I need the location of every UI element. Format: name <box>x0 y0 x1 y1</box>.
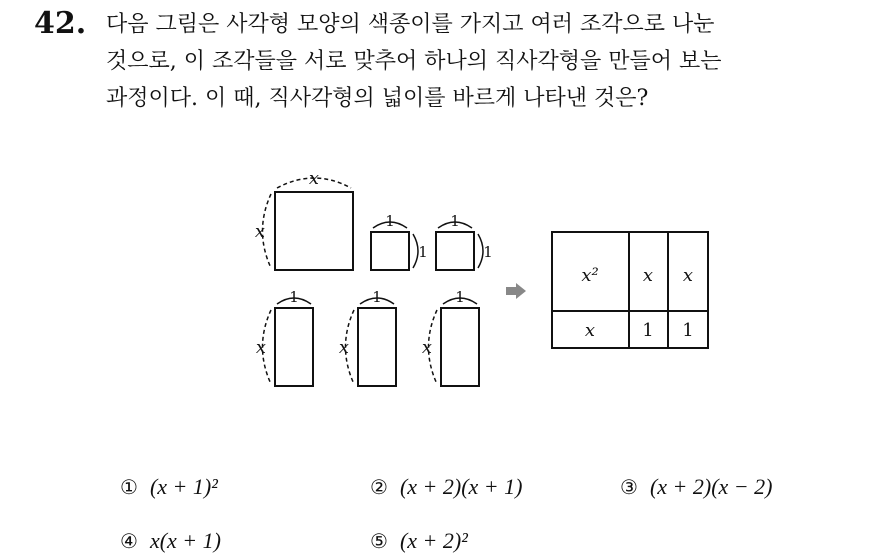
unit-label: 1 <box>455 288 465 306</box>
table-cell: 1 <box>642 320 654 341</box>
table-cell: x <box>682 265 694 286</box>
unit-label: 1 <box>450 212 460 230</box>
right-arrow-icon <box>506 283 526 299</box>
bar-3 <box>441 308 479 386</box>
choice-text: x(x + 1) <box>149 528 221 553</box>
choice-mark: ① <box>120 475 138 499</box>
choice-3[interactable] <box>620 474 772 500</box>
bar-side-label: x <box>421 337 433 358</box>
small-square-1 <box>371 232 409 270</box>
bar-2 <box>358 308 396 386</box>
bar-1 <box>275 308 313 386</box>
table-cell: x <box>642 265 654 286</box>
choice-mark: ④ <box>120 529 138 553</box>
stem-line-3: 과정이다. 이 때, 직사각형의 넓이를 바르게 나타낸 것은? <box>106 86 649 111</box>
table-cell: x <box>584 320 596 341</box>
choice-4[interactable] <box>120 528 221 554</box>
large-square <box>275 192 353 270</box>
choice-mark: ② <box>370 475 388 499</box>
small-square-2 <box>436 232 474 270</box>
unit-label: 1 <box>372 288 382 306</box>
square-top-label: x <box>308 168 320 189</box>
choice-text: (x + 2)(x + 1) <box>399 474 523 499</box>
stem-line-1: 다음 그림은 사각형 모양의 색종이를 가지고 여러 조각으로 나눈 <box>106 12 715 37</box>
unit-label: 1 <box>289 288 299 306</box>
stem-line-2: 것으로, 이 조각들을 서로 맞추어 하나의 직사각형을 만들어 보는 <box>106 49 722 74</box>
choice-mark: ③ <box>620 475 638 499</box>
choice-text: (x + 2)(x − 2) <box>649 474 773 499</box>
table-cell: x² <box>581 265 599 286</box>
choice-1[interactable] <box>120 474 218 500</box>
figure <box>240 160 720 400</box>
choice-mark: ⑤ <box>370 529 388 553</box>
bar-side-label: x <box>338 337 350 358</box>
choice-text: (x + 2)² <box>399 528 468 553</box>
choice-2[interactable] <box>370 474 522 500</box>
question-stem <box>106 6 866 117</box>
bar-side-label: x <box>255 337 267 358</box>
choice-5[interactable] <box>370 528 468 554</box>
unit-label: 1 <box>418 243 428 261</box>
square-side-label: x <box>254 221 266 242</box>
question-number: 42. <box>34 6 87 41</box>
table-cell: 1 <box>682 320 694 341</box>
unit-label: 1 <box>483 243 493 261</box>
unit-label: 1 <box>385 212 395 230</box>
choice-text: (x + 1)² <box>149 474 218 499</box>
